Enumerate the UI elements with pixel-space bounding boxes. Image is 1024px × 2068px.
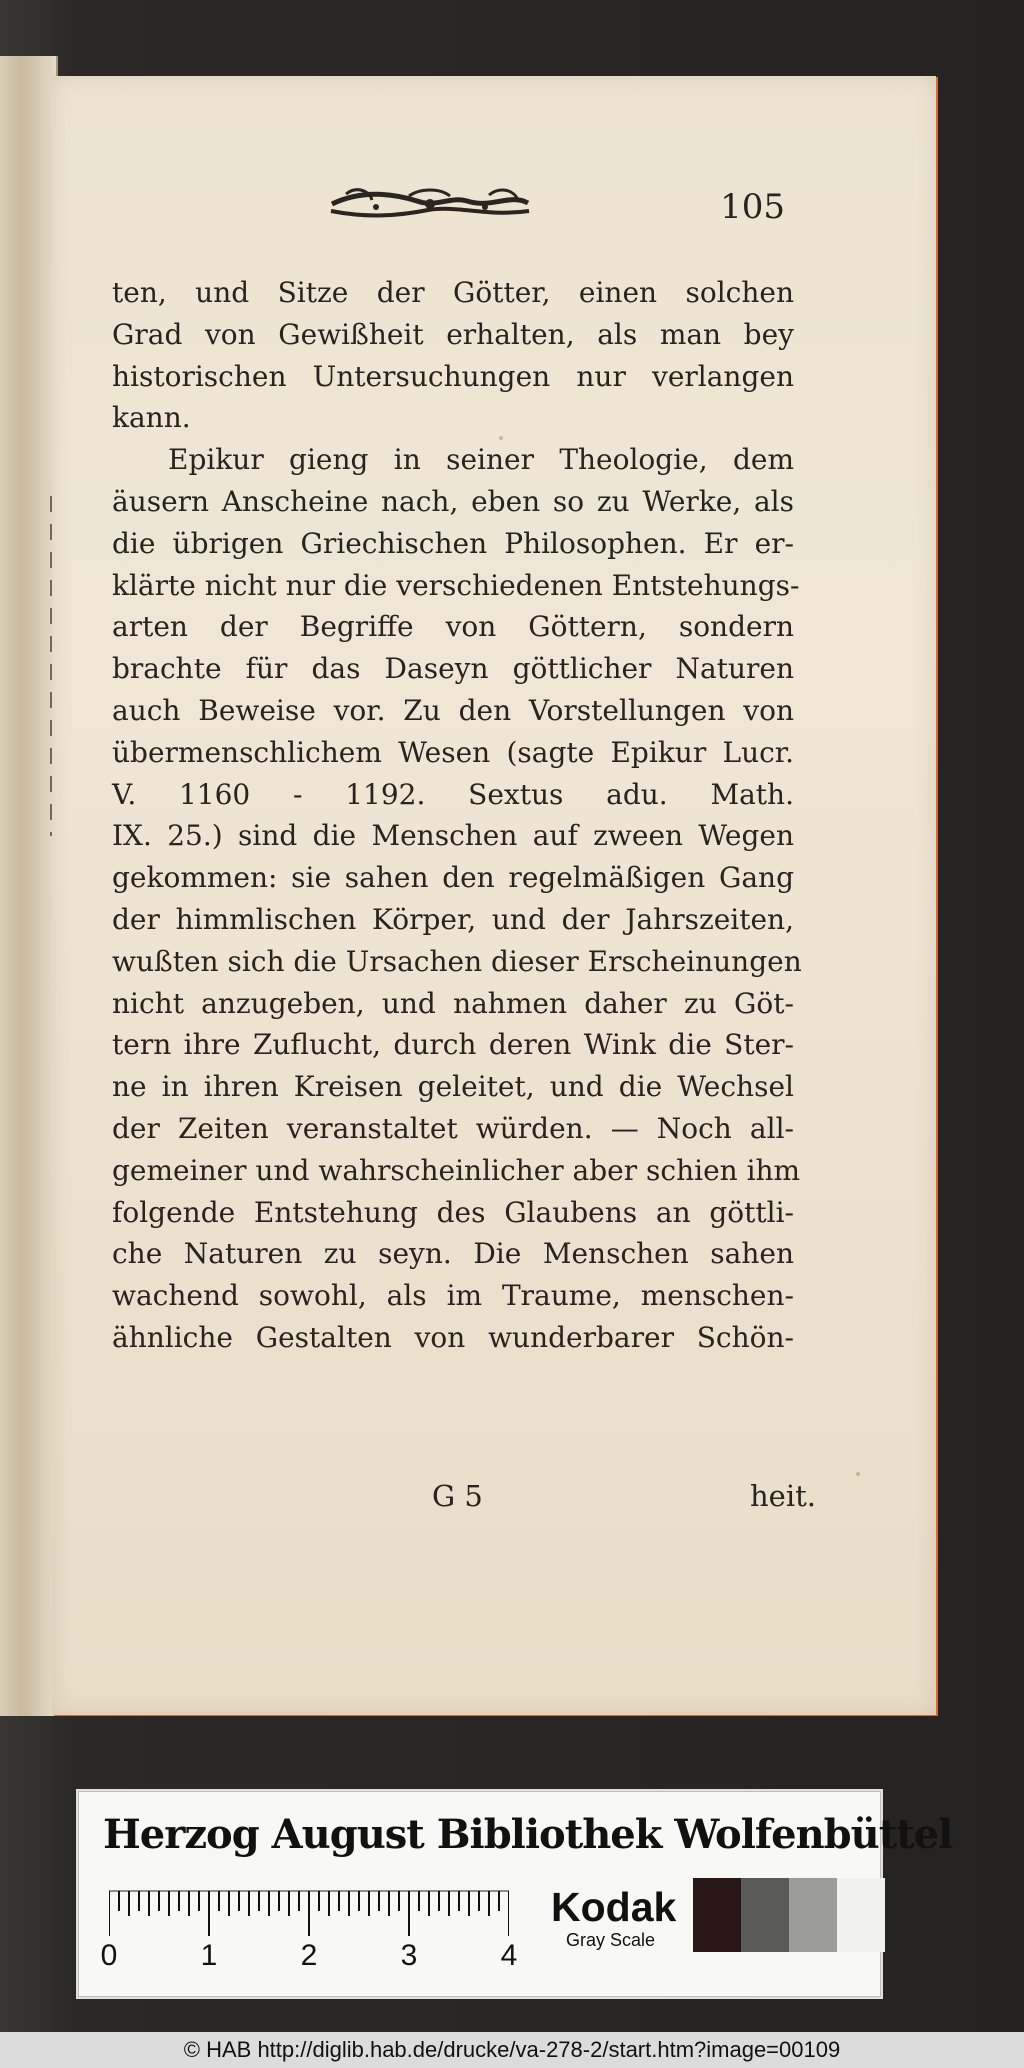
ruler-label-0: 0	[100, 1939, 118, 1972]
paper-spot	[499, 436, 503, 440]
gray-scale-swatches	[693, 1878, 885, 1952]
text-line: nicht anzugeben, und nahmen daher zu Göt-	[112, 986, 794, 1020]
body-text	[112, 272, 802, 1359]
paper-spot	[856, 1472, 860, 1476]
text-line: IX. 25.) sind die Menschen auf zween Wegen	[112, 819, 794, 853]
text-line: arten der Begriffe von Göttern, sondern	[112, 610, 794, 644]
text-line: che Naturen zu seyn. Die Menschen sahen	[112, 1237, 794, 1271]
light-gray-swatch	[789, 1878, 837, 1952]
page-footer	[432, 1476, 816, 1516]
kodak-brand: Kodak	[551, 1884, 677, 1930]
catchword: heit.	[750, 1479, 816, 1513]
text-line: ne in ihren Kreisen geleitet, und die Wechsel	[112, 1070, 794, 1104]
gray-scale-label: Gray Scale	[566, 1930, 656, 1950]
adjacent-book-leaves	[0, 56, 58, 1716]
text-line: auch Beweise vor. Zu den Vorstellungen von	[112, 693, 794, 727]
text-line: historischen Untersuchungen nur verlangen	[112, 359, 794, 393]
ruler-label-2: 2	[300, 1939, 318, 1972]
color-calibration-card	[78, 1791, 953, 1997]
text-line: äusern Anscheine nach, eben so zu Werke, als	[112, 484, 794, 518]
text-line: kann.	[112, 401, 191, 435]
text-line: ten, und Sitze der Götter, einen solchen	[112, 276, 794, 309]
printed-page	[52, 76, 936, 1715]
text-line: wußten sich die Ursachen dieser Erscheinungen	[112, 944, 802, 978]
text-line: folgende Entstehung des Glaubens an göttli-	[112, 1195, 794, 1229]
text-line: übermenschlichem Wesen (sagte Epikur Lucr.	[112, 735, 794, 769]
text-line: V. 1160 - 1192. Sextus adu. Math.	[112, 777, 794, 811]
text-line: Epikur gieng in seiner Theologie, dem	[168, 443, 794, 477]
text-line: gekommen: sie sahen den regelmäßigen Gang	[112, 861, 794, 895]
medium-gray-swatch	[741, 1878, 789, 1952]
ruler-label-1: 1	[200, 1939, 218, 1972]
text-line: tern ihre Zuflucht, durch deren Wink die Ster-	[112, 1028, 794, 1062]
text-line: brachte für das Daseyn göttlicher Naturen	[112, 652, 794, 686]
text-line: ähnliche Gestalten von wunderbarer Schön-	[112, 1320, 794, 1354]
signature-mark: G 5	[432, 1479, 483, 1513]
text-line: wachend sowohl, als im Traume, menschen-	[112, 1279, 794, 1313]
library-name: Herzog August Bibliothek Wolfenbüttel	[103, 1811, 953, 1858]
text-line: gemeiner und wahrscheinlicher aber schien ihm	[112, 1153, 801, 1187]
white-swatch	[837, 1878, 885, 1952]
text-line: die übrigen Griechischen Philosophen. Er er-	[112, 526, 794, 560]
text-line: Grad von Gewißheit erhalten, als man bey	[112, 317, 794, 351]
text-line: der himmlischen Körper, und der Jahrszeiten,	[112, 902, 794, 936]
ruler-label-4: 4	[500, 1939, 518, 1972]
dark-gray-swatch	[693, 1878, 741, 1952]
text-line: der Zeiten veranstaltet würden. — Noch all-	[112, 1111, 794, 1145]
ruler-label-3: 3	[400, 1939, 418, 1972]
page-number: 105	[720, 187, 785, 227]
decorative-headpiece-icon	[324, 184, 536, 224]
copyright-footer: © HAB http://diglib.hab.de/drucke/va-278-2/start.htm?image=00109	[0, 2032, 1024, 2068]
text-line: klärte nicht nur die verschiedenen Entstehungs-	[112, 568, 800, 602]
measurement-ruler	[109, 1886, 509, 1938]
